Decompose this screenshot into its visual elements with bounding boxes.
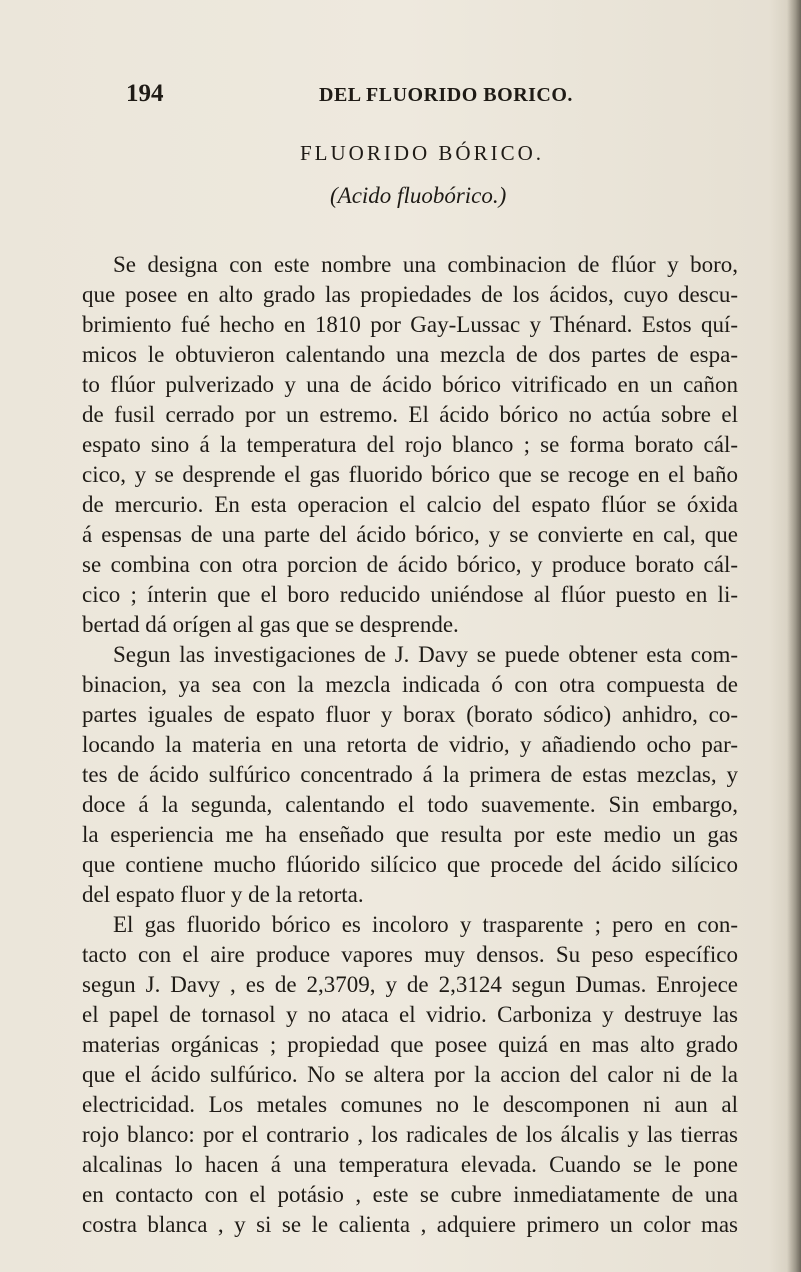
text-line: doce á la segunda, calentando el todo suavemente. Sin embargo, — [82, 792, 738, 817]
section-title: FLUORIDO BÓRICO. — [300, 141, 545, 165]
text-line: segun J. Davy , es de 2,3709, y de 2,3124 segun Dumas. Enrojece — [82, 972, 738, 997]
text-line: locando la materia en una retorta de vidrio, y añadiendo ocho par- — [82, 732, 738, 757]
text-line: el papel de tornasol y no ataca el vidrio. Carboniza y destruye las — [82, 1002, 738, 1027]
text-line: la esperiencia me ha enseñado que resulta por este medio un gas — [82, 822, 738, 847]
text-line: alcalinas lo hacen á una temperatura elevada. Cuando se le pone — [82, 1152, 738, 1177]
text-line: cico ; ínterin que el boro reducido uniéndose al flúor puesto en li- — [82, 582, 738, 607]
section-subtitle: (Acido fluobórico.) — [330, 183, 507, 208]
running-head — [126, 80, 646, 114]
running-head-title: DEL FLUORIDO BORICO. — [319, 84, 573, 106]
text-line: que contiene mucho flúorido silícico que procede del ácido silícico — [82, 852, 738, 877]
page-number: 194 — [126, 80, 164, 107]
text-line: en contacto con el potásio , este se cubre inmediatamente de una — [82, 1182, 738, 1207]
text-line: rojo blanco: por el contrario , los radicales de los álcalis y las tierras — [82, 1122, 738, 1147]
text-line: de mercurio. En esta operacion el calcio del espato flúor se óxida — [82, 492, 738, 517]
text-line: to flúor pulverizado y una de ácido bórico vitrificado en un cañon — [82, 372, 738, 397]
text-line: Segun las investigaciones de J. Davy se puede obtener esta com- — [113, 642, 738, 667]
text-line: binacion, ya sea con la mezcla indicada ó con otra compuesta de — [82, 672, 738, 697]
text-line: cico, y se desprende el gas fluorido bórico que se recoge en el baño — [82, 462, 738, 487]
text-line: que el ácido sulfúrico. No se altera por la accion del calor ni de la — [82, 1062, 738, 1087]
text-line: del espato fluor y de la retorta. — [82, 882, 364, 907]
page-edge-shadow — [787, 0, 801, 1272]
text-line: tes de ácido sulfúrico concentrado á la primera de estas mezclas, y — [82, 762, 738, 787]
text-line: Se designa con este nombre una combinacion de flúor y boro, — [113, 252, 738, 277]
text-line: El gas fluorido bórico es incoloro y trasparente ; pero en con- — [113, 912, 738, 937]
text-line: materias orgánicas ; propiedad que posee quizá en mas alto grado — [82, 1032, 738, 1057]
text-line: tacto con el aire produce vapores muy densos. Su peso específico — [82, 942, 738, 967]
text-line: electricidad. Los metales comunes no le descomponen ni aun al — [82, 1092, 738, 1117]
text-line: partes iguales de espato fluor y borax (borato sódico) anhidro, co- — [82, 702, 738, 727]
text-line: espato sino á la temperatura del rojo blanco ; se forma borato cál- — [82, 432, 738, 457]
text-line: micos le obtuvieron calentando una mezcla de dos partes de espa- — [82, 342, 738, 367]
text-line: de fusil cerrado por un estremo. El ácido bórico no actúa sobre el — [82, 402, 738, 427]
text-line: á espensas de una parte del ácido bórico, y se convierte en cal, que — [82, 522, 738, 547]
text-line: costra blanca , y si se le calienta , adquiere primero un color mas — [82, 1212, 738, 1237]
text-line: que posee en alto grado las propiedades de los ácidos, cuyo descu- — [82, 282, 738, 307]
text-line: se combina con otra porcion de ácido bórico, y produce borato cál- — [82, 552, 738, 577]
text-line: brimiento fué hecho en 1810 por Gay-Lussac y Thénard. Estos quí- — [82, 312, 738, 337]
text-line: bertad dá orígen al gas que se desprende. — [82, 612, 459, 637]
